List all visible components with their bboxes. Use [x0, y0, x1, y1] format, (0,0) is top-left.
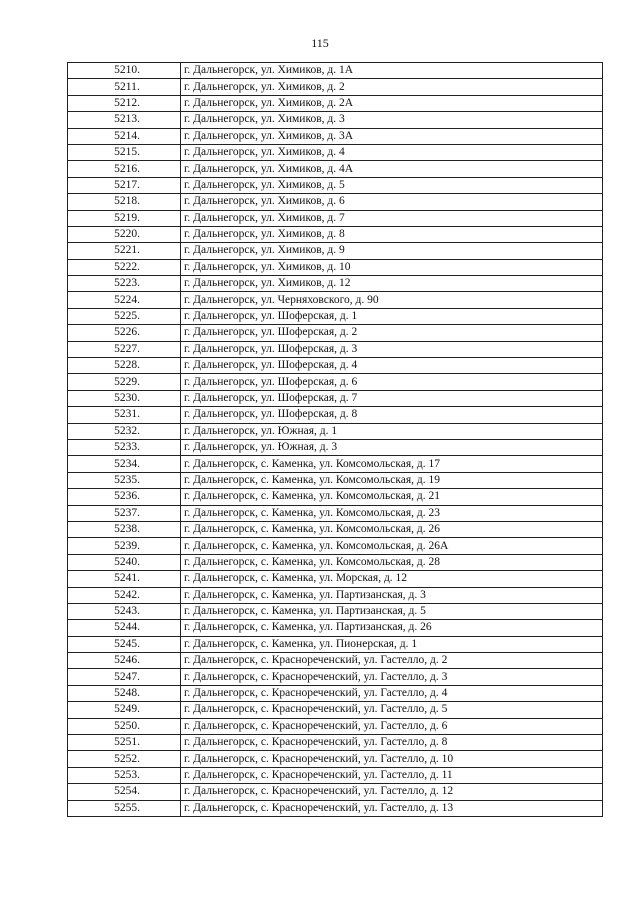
table-row: [68, 685, 603, 701]
address-cell: г. Дальнегорск, ул. Шоферская, д. 6: [181, 374, 603, 390]
address-cell: г. Дальнегорск, с. Краснореченский, ул. Гастелло, д. 8: [181, 735, 603, 751]
table-row: [68, 63, 603, 79]
table-row: [68, 521, 603, 537]
row-number-cell: 5254.: [68, 784, 181, 800]
table-row: [68, 735, 603, 751]
table-row: [68, 538, 603, 554]
table-row: [68, 751, 603, 767]
table-row: [68, 128, 603, 144]
address-cell: г. Дальнегорск, ул. Химиков, д. 7: [181, 210, 603, 226]
table-row: [68, 259, 603, 275]
row-number-cell: 5252.: [68, 751, 181, 767]
row-number-cell: 5242.: [68, 587, 181, 603]
address-cell: г. Дальнегорск, ул. Химиков, д. 2А: [181, 95, 603, 111]
table-row: [68, 767, 603, 783]
address-cell: г. Дальнегорск, ул. Шоферская, д. 7: [181, 390, 603, 406]
table-row: [68, 177, 603, 193]
address-cell: г. Дальнегорск, с. Каменка, ул. Комсомольская, д. 28: [181, 554, 603, 570]
row-number-cell: 5243.: [68, 603, 181, 619]
row-number-cell: 5235.: [68, 472, 181, 488]
row-number-cell: 5214.: [68, 128, 181, 144]
row-number-cell: 5251.: [68, 735, 181, 751]
address-cell: г. Дальнегорск, с. Краснореченский, ул. Гастелло, д. 3: [181, 669, 603, 685]
row-number-cell: 5245.: [68, 636, 181, 652]
address-cell: г. Дальнегорск, с. Краснореченский, ул. Гастелло, д. 11: [181, 767, 603, 783]
row-number-cell: 5221.: [68, 243, 181, 259]
row-number-cell: 5253.: [68, 767, 181, 783]
table-row: [68, 554, 603, 570]
row-number-cell: 5223.: [68, 276, 181, 292]
address-table-body: [68, 63, 603, 817]
address-cell: г. Дальнегорск, с. Каменка, ул. Комсомольская, д. 26: [181, 521, 603, 537]
address-cell: г. Дальнегорск, ул. Химиков, д. 3А: [181, 128, 603, 144]
row-number-cell: 5249.: [68, 702, 181, 718]
address-cell: г. Дальнегорск, ул. Черняховского, д. 90: [181, 292, 603, 308]
row-number-cell: 5240.: [68, 554, 181, 570]
address-cell: г. Дальнегорск, ул. Химиков, д. 3: [181, 112, 603, 128]
address-cell: г. Дальнегорск, ул. Химиков, д. 12: [181, 276, 603, 292]
address-cell: г. Дальнегорск, ул. Химиков, д. 5: [181, 177, 603, 193]
row-number-cell: 5220.: [68, 226, 181, 242]
row-number-cell: 5248.: [68, 685, 181, 701]
row-number-cell: 5255.: [68, 800, 181, 816]
row-number-cell: 5239.: [68, 538, 181, 554]
address-cell: г. Дальнегорск, с. Каменка, ул. Комсомольская, д. 19: [181, 472, 603, 488]
row-number-cell: 5219.: [68, 210, 181, 226]
address-cell: г. Дальнегорск, ул. Шоферская, д. 8: [181, 407, 603, 423]
row-number-cell: 5232.: [68, 423, 181, 439]
address-cell: г. Дальнегорск, ул. Химиков, д. 6: [181, 194, 603, 210]
row-number-cell: 5244.: [68, 620, 181, 636]
address-cell: г. Дальнегорск, с. Каменка, ул. Партизанская, д. 5: [181, 603, 603, 619]
page-number: 115: [311, 36, 329, 50]
address-cell: г. Дальнегорск, с. Каменка, ул. Морская, д. 12: [181, 571, 603, 587]
address-cell: г. Дальнегорск, с. Каменка, ул. Пионерская, д. 1: [181, 636, 603, 652]
table-row: [68, 669, 603, 685]
table-row: [68, 341, 603, 357]
table-row: [68, 112, 603, 128]
row-number-cell: 5215.: [68, 144, 181, 160]
table-row: [68, 784, 603, 800]
row-number-cell: 5231.: [68, 407, 181, 423]
row-number-cell: 5227.: [68, 341, 181, 357]
row-number-cell: 5218.: [68, 194, 181, 210]
row-number-cell: 5228.: [68, 358, 181, 374]
table-row: [68, 456, 603, 472]
table-row: [68, 308, 603, 324]
table-row: [68, 489, 603, 505]
address-cell: г. Дальнегорск, с. Краснореченский, ул. Гастелло, д. 10: [181, 751, 603, 767]
row-number-cell: 5216.: [68, 161, 181, 177]
row-number-cell: 5241.: [68, 571, 181, 587]
table-row: [68, 439, 603, 455]
address-cell: г. Дальнегорск, с. Каменка, ул. Партизанская, д. 3: [181, 587, 603, 603]
table-row: [68, 718, 603, 734]
table-row: [68, 144, 603, 160]
table-row: [68, 243, 603, 259]
table-row: [68, 358, 603, 374]
table-row: [68, 325, 603, 341]
address-cell: г. Дальнегорск, ул. Химиков, д. 4А: [181, 161, 603, 177]
table-row: [68, 161, 603, 177]
address-cell: г. Дальнегорск, с. Каменка, ул. Комсомольская, д. 17: [181, 456, 603, 472]
address-cell: г. Дальнегорск, с. Каменка, ул. Партизанская, д. 26: [181, 620, 603, 636]
address-cell: г. Дальнегорск, с. Каменка, ул. Комсомольская, д. 26А: [181, 538, 603, 554]
address-cell: г. Дальнегорск, ул. Шоферская, д. 4: [181, 358, 603, 374]
address-cell: г. Дальнегорск, ул. Химиков, д. 8: [181, 226, 603, 242]
row-number-cell: 5225.: [68, 308, 181, 324]
row-number-cell: 5213.: [68, 112, 181, 128]
table-row: [68, 587, 603, 603]
row-number-cell: 5247.: [68, 669, 181, 685]
table-row: [68, 390, 603, 406]
address-cell: г. Дальнегорск, ул. Шоферская, д. 2: [181, 325, 603, 341]
table-row: [68, 636, 603, 652]
row-number-cell: 5217.: [68, 177, 181, 193]
address-cell: г. Дальнегорск, с. Краснореченский, ул. Гастелло, д. 2: [181, 653, 603, 669]
row-number-cell: 5250.: [68, 718, 181, 734]
table-row: [68, 800, 603, 816]
table-row: [68, 472, 603, 488]
table-row: [68, 653, 603, 669]
row-number-cell: 5237.: [68, 505, 181, 521]
row-number-cell: 5238.: [68, 521, 181, 537]
table-row: [68, 276, 603, 292]
table-row: [68, 292, 603, 308]
address-cell: г. Дальнегорск, с. Краснореченский, ул. Гастелло, д. 13: [181, 800, 603, 816]
table-row: [68, 194, 603, 210]
address-cell: г. Дальнегорск, ул. Химиков, д. 2: [181, 79, 603, 95]
table-row: [68, 423, 603, 439]
address-cell: г. Дальнегорск, с. Краснореченский, ул. Гастелло, д. 4: [181, 685, 603, 701]
address-cell: г. Дальнегорск, ул. Шоферская, д. 3: [181, 341, 603, 357]
row-number-cell: 5212.: [68, 95, 181, 111]
row-number-cell: 5210.: [68, 63, 181, 79]
address-cell: г. Дальнегорск, с. Краснореченский, ул. Гастелло, д. 5: [181, 702, 603, 718]
row-number-cell: 5246.: [68, 653, 181, 669]
address-cell: г. Дальнегорск, с. Краснореченский, ул. Гастелло, д. 6: [181, 718, 603, 734]
table-row: [68, 226, 603, 242]
address-cell: г. Дальнегорск, с. Каменка, ул. Комсомольская, д. 23: [181, 505, 603, 521]
address-table: [67, 62, 603, 817]
address-cell: г. Дальнегорск, ул. Химиков, д. 1А: [181, 63, 603, 79]
table-row: [68, 407, 603, 423]
row-number-cell: 5230.: [68, 390, 181, 406]
address-cell: г. Дальнегорск, ул. Химиков, д. 9: [181, 243, 603, 259]
table-row: [68, 702, 603, 718]
table-row: [68, 79, 603, 95]
table-row: [68, 210, 603, 226]
address-cell: г. Дальнегорск, ул. Южная, д. 1: [181, 423, 603, 439]
table-row: [68, 571, 603, 587]
address-cell: г. Дальнегорск, ул. Химиков, д. 10: [181, 259, 603, 275]
table-row: [68, 505, 603, 521]
row-number-cell: 5226.: [68, 325, 181, 341]
row-number-cell: 5233.: [68, 439, 181, 455]
row-number-cell: 5234.: [68, 456, 181, 472]
address-cell: г. Дальнегорск, с. Каменка, ул. Комсомольская, д. 21: [181, 489, 603, 505]
address-cell: г. Дальнегорск, ул. Шоферская, д. 1: [181, 308, 603, 324]
table-row: [68, 620, 603, 636]
address-cell: г. Дальнегорск, с. Краснореченский, ул. Гастелло, д. 12: [181, 784, 603, 800]
row-number-cell: 5222.: [68, 259, 181, 275]
table-row: [68, 603, 603, 619]
table-row: [68, 374, 603, 390]
row-number-cell: 5229.: [68, 374, 181, 390]
address-cell: г. Дальнегорск, ул. Химиков, д. 4: [181, 144, 603, 160]
row-number-cell: 5236.: [68, 489, 181, 505]
row-number-cell: 5224.: [68, 292, 181, 308]
row-number-cell: 5211.: [68, 79, 181, 95]
address-cell: г. Дальнегорск, ул. Южная, д. 3: [181, 439, 603, 455]
table-row: [68, 95, 603, 111]
